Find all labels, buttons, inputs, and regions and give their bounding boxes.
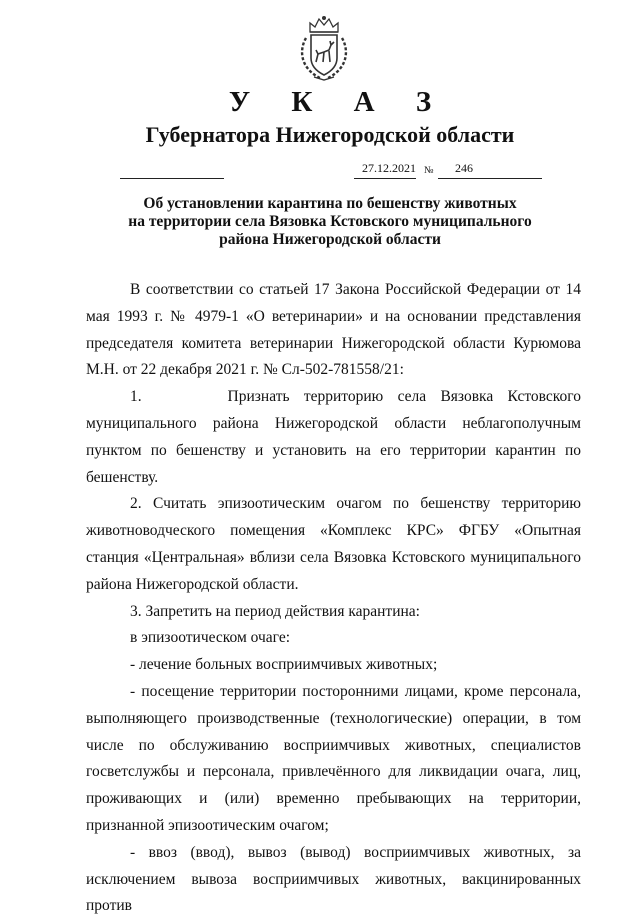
- subject-line: на территории села Вязовка Кстовского муниципального: [128, 213, 532, 230]
- date-blank-line: [120, 178, 224, 179]
- prohibition-item: - лечение больных восприимчивых животных;: [130, 656, 438, 674]
- decree-body: [86, 277, 585, 920]
- number-label: №: [424, 165, 434, 176]
- subject-line: района Нижегородской области: [219, 231, 441, 248]
- decree-number: 246: [455, 161, 473, 175]
- decree-issuer: Губернатора Нижегородской области: [145, 122, 515, 147]
- focus-heading-paragraph: в эпизоотическом очаге:: [130, 629, 291, 647]
- decree-subject: [100, 195, 560, 249]
- clause-3-paragraph: 3. Запретить на период действия карантина:: [130, 602, 420, 620]
- decree-title: У К А З: [228, 86, 449, 118]
- prohibition-item: - ввоз (ввод), вывоз (вывод) восприимчивых животных, за исключением вывоза восприимчивых животных, вакцинированных против: [86, 843, 581, 915]
- subject-line: Об установлении карантина по бешенству животных: [143, 195, 517, 212]
- number-underline: [438, 178, 542, 179]
- coat-of-arms-emblem: [296, 14, 352, 82]
- preamble-paragraph: В соответствии со статьей 17 Закона Российской Федерации от 14 мая 1993 г. № 4979-1 «О ветеринарии» и на основании представления председателя комитета ветеринарии Нижегородской области Курюмова М.Н. от 22 декабря 2021 г. № Сл-502-781558/21:: [86, 281, 581, 379]
- clause-2-paragraph: 2. Считать эпизоотическим очагом по бешенству территорию животноводческого помещения «Комплекс КРС» ФГБУ «Опытная станция «Центральная» вблизи села Вязовка Кстовского муниципального района Нижегородской области.: [86, 495, 581, 593]
- clause-1-paragraph: 1. Признать территорию села Вязовка Кстовского муниципального района Нижегородской области неблагополучным пунктом по бешенству и установить на его территории карантин по бешенству.: [86, 388, 585, 486]
- decree-date: 27.12.2021: [362, 161, 416, 175]
- prohibition-item: - посещение территории посторонними лицами, кроме персонала, выполняющего производственные (технологические) операции, в том числе по обслуживанию восприимчивых животных, специалистов госветслужбы и персонала, привлечённого для ликвидации очага, лиц, проживающих и (или) временно пребывающих на территории, признанной эпизоотическим очагом;: [86, 682, 581, 834]
- date-underline: [354, 178, 416, 179]
